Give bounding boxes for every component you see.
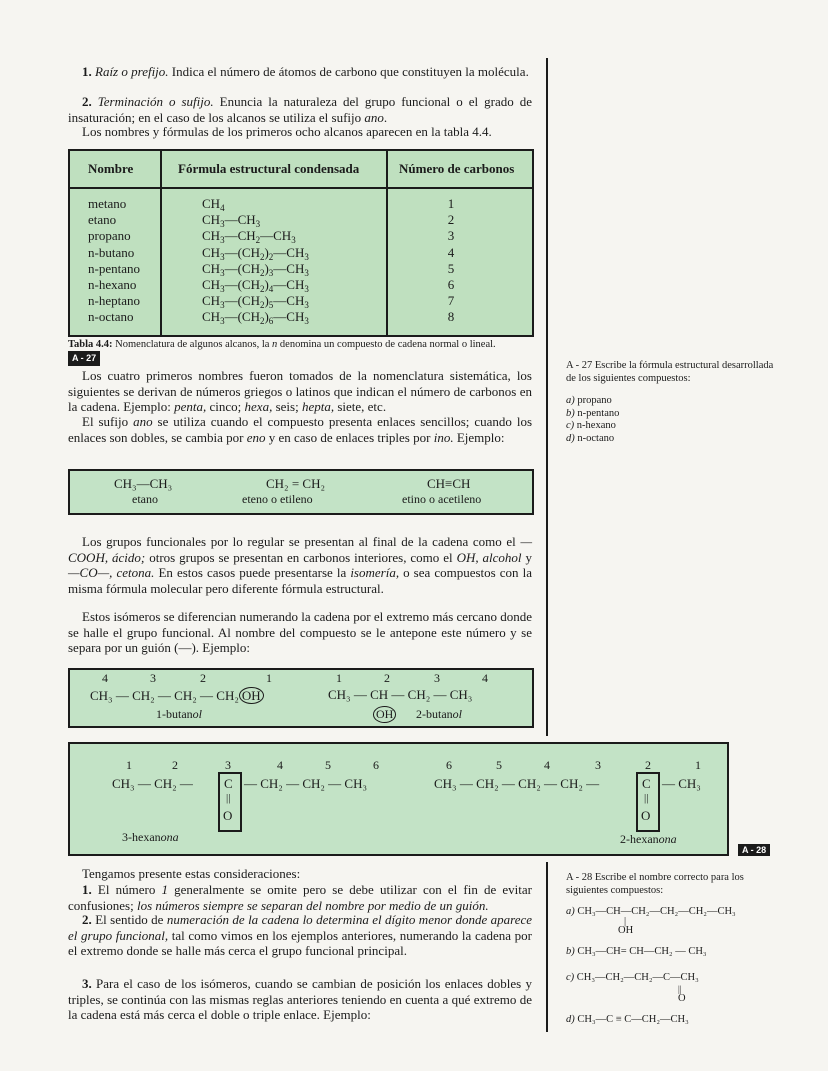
carbonyl-carbon: C — [224, 776, 233, 791]
exercise-d — [566, 1014, 786, 1027]
header-numero: Número de carbonos — [399, 161, 515, 176]
item-letter: b) — [566, 946, 575, 957]
carbon-number: 2 — [200, 671, 206, 685]
activity-27-prompt: A - 27 Escribe la fórmula estructural desarrollada de los siguientes compuestos: — [566, 360, 774, 384]
table-divider — [386, 151, 388, 335]
item-text: propano — [577, 395, 612, 406]
carbon-number: 2 — [384, 671, 390, 685]
intro-item-2-number: 2. — [82, 94, 92, 109]
term-co: —CO—, cetona. — [68, 565, 155, 580]
paragraph-suffixes — [68, 414, 532, 445]
term-hepta: hepta, — [301, 399, 335, 414]
carbon-number: 4 — [544, 758, 550, 772]
tag-label: A - 28 — [738, 844, 770, 856]
formula-1-butanol — [90, 687, 264, 704]
text-cinco: cinco; — [209, 399, 242, 414]
text: Para el caso de los isómeros, cuando se cambian de posición los enlaces dobles y triples, se continúa con las mismas reglas anteriores teniendo en cuenta a qué extremo de la cadena está más cerca el doble o triple enlace. Ejemplo: — [68, 976, 532, 1022]
emphasis: numeración de la cadena lo determina el dígito menor donde aparece el grupo funcional, — [68, 912, 533, 943]
carbon-number: 2 — [172, 758, 178, 772]
text: Tengamos presente estas consideraciones: — [82, 866, 301, 881]
carbon-number: 4 — [277, 758, 283, 772]
table-name: metano — [88, 196, 127, 211]
carbonyl-oxygen: O — [641, 808, 651, 823]
list-item — [566, 433, 780, 446]
table-name: n-pentano — [88, 260, 140, 276]
chain: — CH₂ — CH₃ — [391, 687, 473, 702]
oh-circled: OH — [373, 706, 396, 723]
double-bond: || — [644, 792, 649, 804]
text: En estos casos puede presentarse la — [158, 565, 347, 580]
label-ethene: eteno o etileno — [242, 492, 313, 506]
item-letter: a) — [566, 906, 575, 917]
activity-tag-27: A - 27 — [68, 351, 100, 366]
alkane-table — [68, 149, 534, 337]
table-number: 2 — [447, 212, 455, 228]
sidebar-activity-28 — [566, 872, 786, 897]
text: y en caso de enlaces triples por — [268, 429, 431, 445]
intro-table-reference — [68, 124, 532, 140]
considerations-title — [68, 866, 532, 882]
text: o sea compuestos con la misma fórmula molecular pero diferente fórmula estructural. — [68, 565, 532, 596]
caption-n: n — [272, 339, 278, 350]
column-divider — [546, 58, 548, 736]
header-nombre: Nombre — [88, 161, 134, 176]
table-formula: $CH_4$ — [202, 196, 225, 213]
paragraph-functional-groups — [68, 534, 532, 596]
label-3-hexanona — [122, 830, 179, 845]
item-formula: CH₃—CH—CH₂—CH₂—CH₂—CH₃ — [577, 906, 736, 917]
item-letter: b) — [566, 407, 575, 419]
table-formula: $CH_3—(CH_2)_5—CH_3$ — [202, 293, 309, 311]
names-column — [88, 196, 140, 326]
table-name: propano — [88, 228, 131, 244]
name: 2-hexan — [620, 832, 659, 846]
name: 3-hexan — [122, 830, 161, 844]
carbon-number: 3 — [150, 671, 156, 685]
carbon-number: 2 — [645, 758, 651, 772]
formula-ethyne: CH≡CH — [427, 476, 471, 491]
intro-item-2-text: Enuncia la naturaleza del grupo funcional o el grado de insaturación; en el caso de los alcanos se utiliza el sufijo — [68, 94, 533, 125]
list-item — [566, 420, 780, 433]
carbon-number: 1 — [336, 671, 342, 685]
exercise-b — [566, 946, 786, 959]
intro-item-2: 2. Terminación o sufijo. Enuncia la naturaleza del grupo funcional o el grado de insaturación; en el caso de los alcanos se utiliza el sufijo ano. — [68, 94, 533, 125]
carbon-count-column — [446, 196, 456, 326]
sidebar-activity-27 — [566, 360, 780, 445]
example-box-butanol — [68, 668, 534, 728]
item-text: n-pentano — [577, 407, 620, 419]
label-1-butanol — [156, 707, 202, 722]
paragraph-greek-prefixes — [68, 368, 532, 415]
table-number: 1 — [447, 196, 455, 211]
table-formula: $CH_3—CH_3$ — [202, 212, 261, 230]
table-name: n-octano — [88, 309, 134, 325]
suffix: ona — [160, 830, 179, 844]
carbon-number: 1 — [266, 671, 272, 685]
item-formula: CH₃—C ≡ C—CH₂—CH₃ — [577, 1014, 689, 1025]
text: generalmente se omite pero se debe utilizar con el fin de evitar confusiones; — [68, 882, 533, 913]
item-text: n-octano — [577, 432, 615, 444]
carbon-number: 4 — [102, 671, 108, 685]
text: El sufijo — [82, 414, 129, 429]
term-hexa: hexa, — [244, 399, 273, 414]
item-text: n-hexano — [576, 420, 616, 431]
caption-text: Nomenclatura de algunos alcanos, la — [115, 339, 270, 350]
text-siete: siete, etc. — [337, 399, 387, 414]
carbon-number: 4 — [482, 671, 488, 685]
term-penta: penta, — [174, 399, 207, 414]
table-formula: $CH_3—CH_2—CH_3$ — [202, 228, 296, 246]
formula-2-butanol — [328, 687, 472, 703]
carbon-number: 6 — [373, 758, 379, 772]
table-number: 8 — [447, 309, 455, 325]
item-formula: CH₃—CH₂—CH₂—C—CH₃ — [576, 972, 699, 983]
number: 1. — [82, 882, 92, 897]
table-name: n-heptano — [88, 293, 140, 309]
activity-27-list — [566, 395, 780, 445]
table-number: 4 — [447, 244, 455, 260]
example-box-hexanona — [68, 742, 729, 856]
label-ethane: etano — [132, 492, 158, 506]
carbon-number: 3 — [225, 758, 231, 772]
list-item — [566, 408, 780, 421]
name: 1-butan — [156, 707, 193, 721]
term-ino: ino. — [433, 429, 454, 445]
chain: CH — [370, 687, 389, 702]
chain-right-2-hexanona: — CH₃ — [662, 776, 701, 791]
formula-ethene: CH₂ = CH₂ — [266, 476, 326, 491]
intro-item-1 — [68, 64, 532, 80]
table-number: 6 — [447, 277, 455, 293]
text: El número — [97, 882, 156, 897]
list-item — [566, 395, 780, 408]
item-letter: d) — [566, 1014, 575, 1025]
emphasis: los números siempre se separan del nombre por medio de un guión. — [136, 897, 489, 913]
double-bond: || — [678, 984, 682, 994]
chain: CH₃ — — [328, 687, 367, 702]
table-name: n-butano — [88, 244, 135, 260]
number-one: 1 — [161, 882, 168, 897]
item-letter: c) — [566, 972, 575, 983]
text: El sentido de — [95, 912, 164, 927]
text: tal como vimos en los ejemplos anteriores, numerando la cadena por el extremo donde se halle más cerca el grupo funcional principal. — [68, 927, 533, 958]
activity-28-prompt: A - 28 Escribe el nombre correcto para los siguientes compuestos: — [566, 872, 744, 896]
caption-label: Tabla 4.4: — [68, 339, 113, 350]
number: 2. — [82, 912, 92, 927]
text: Estos isómeros se diferencian numerando la cadena por el extremo más cercano donde se halle el grupo funcional. Al nombre del compuesto se le antepone este número y se separa por un guión (—). Ejemplo: — [68, 609, 532, 655]
header-formula: Fórmula estructural condensada — [178, 161, 360, 176]
bond-line: | — [624, 916, 627, 927]
intro-item-2-term: Terminación o sufijo. — [97, 94, 214, 109]
paragraph-isomers — [68, 609, 532, 656]
consideration-3 — [68, 976, 532, 1023]
item-letter: c) — [566, 420, 575, 431]
oh-group-circled: OH — [239, 687, 264, 704]
example-box-bonds — [68, 469, 534, 515]
carbonyl-carbon: C — [642, 776, 651, 791]
carbon-number: 6 — [446, 758, 452, 772]
intro-item-2-suffix: ano — [364, 109, 384, 125]
chain: CH₃ — CH₂ — CH₂ — CH₂ — [90, 688, 239, 703]
chain-left-2-hexanona: CH₃ — CH₂ — CH₂ — CH₂ — — [434, 776, 600, 791]
table-number: 7 — [447, 293, 455, 309]
activity-tag-28 — [738, 840, 770, 858]
item-letter: a) — [566, 395, 575, 406]
table-name: n-hexano — [88, 277, 137, 293]
caption-text-2: denomina un compuesto de cadena normal o lineal. — [279, 339, 496, 350]
exercise-a — [566, 906, 786, 936]
table-caption — [68, 338, 530, 366]
intro-item-1-number: 1. — [82, 64, 92, 79]
term-cooh: —COOH, ácido; — [68, 534, 532, 565]
oh-group-2-butanol — [373, 706, 396, 723]
term-eno: eno — [246, 429, 266, 445]
carbon-number: 1 — [695, 758, 701, 772]
intro-table-reference-text: Los nombres y fórmulas de los primeros ocho alcanos aparecen en la tabla 4.4. — [82, 124, 492, 139]
number: 3. — [82, 976, 92, 991]
text: se utiliza cuando el compuesto presenta enlaces sencillos; cuando los enlaces son dobles, se cambia por — [68, 414, 533, 445]
carbon-number: 1 — [126, 758, 132, 772]
consideration-1 — [68, 882, 532, 913]
item-letter: d) — [566, 432, 575, 444]
oxygen: O — [678, 993, 686, 1004]
chain-right-3-hexanona: — CH₂ — CH₂ — CH₃ — [244, 776, 368, 791]
formula-ethane: CH₃—CH₃ — [114, 476, 173, 491]
suffix: ol — [192, 707, 202, 721]
carbon-number: 5 — [325, 758, 331, 772]
term-oh: OH, alcohol — [456, 549, 522, 565]
table-divider — [160, 151, 162, 335]
text: Los grupos funcionales por lo regular se presentan al final de la cadena como el — [82, 534, 516, 549]
carbonyl-oxygen: O — [223, 808, 233, 823]
exercise-c — [566, 972, 786, 1004]
carbon-number: 3 — [434, 671, 440, 685]
text: y — [525, 549, 532, 565]
table-name: etano — [88, 212, 117, 228]
label-2-hexanona — [620, 832, 677, 847]
table-number: 3 — [447, 228, 455, 244]
carbon-number: 5 — [496, 758, 502, 772]
intro-item-1-text: Indica el número de átomos de carbono que constituyen la molécula. — [171, 64, 529, 79]
item-formula: CH₃—CH= CH—CH₂ — CH₃ — [577, 946, 707, 957]
carbon-number: 3 — [595, 758, 601, 772]
table-number: 5 — [447, 260, 455, 276]
column-divider — [546, 862, 548, 1032]
table-formula: $CH_3—(CH_2)_6—CH_3$ — [202, 309, 309, 327]
table-formula: $CH_3—(CH_2)_4—CH_3$ — [202, 277, 309, 295]
text-seis: seis; — [275, 399, 299, 414]
intro-item-1-term: Raíz o prefijo. — [95, 64, 169, 79]
table-formula: $CH_3—(CH_2)_3—CH_3$ — [202, 260, 309, 278]
suffix: ona — [658, 832, 677, 846]
double-bond: || — [226, 792, 231, 804]
term-isomeria: isomería, — [350, 565, 400, 580]
text: otros grupos se presentan en carbonos interiores, como el — [149, 549, 453, 565]
formula-column — [202, 196, 309, 326]
table-formula: $CH_3—(CH_2)_2—CH_3$ — [202, 244, 309, 262]
label-2-butanol — [416, 707, 462, 722]
text: Ejemplo: — [456, 429, 505, 445]
suffix: ol — [452, 707, 462, 721]
chain-left-3-hexanona: CH₃ — CH₂ — — [112, 776, 193, 791]
term-ano: ano — [133, 414, 153, 429]
name: 2-butan — [416, 707, 453, 721]
hydroxyl-group: OH — [618, 925, 634, 936]
paragraph-text: Los cuatro primeros nombres fueron tomados de la nomenclatura sistemática, los siguientes se derivan de números griegos o latinos que indican el número de carbonos en la cadena. Ejemplo: — [68, 368, 532, 414]
label-ethyne: etino o acetileno — [402, 492, 482, 506]
consideration-2 — [68, 912, 532, 959]
table-header-row — [70, 151, 532, 189]
